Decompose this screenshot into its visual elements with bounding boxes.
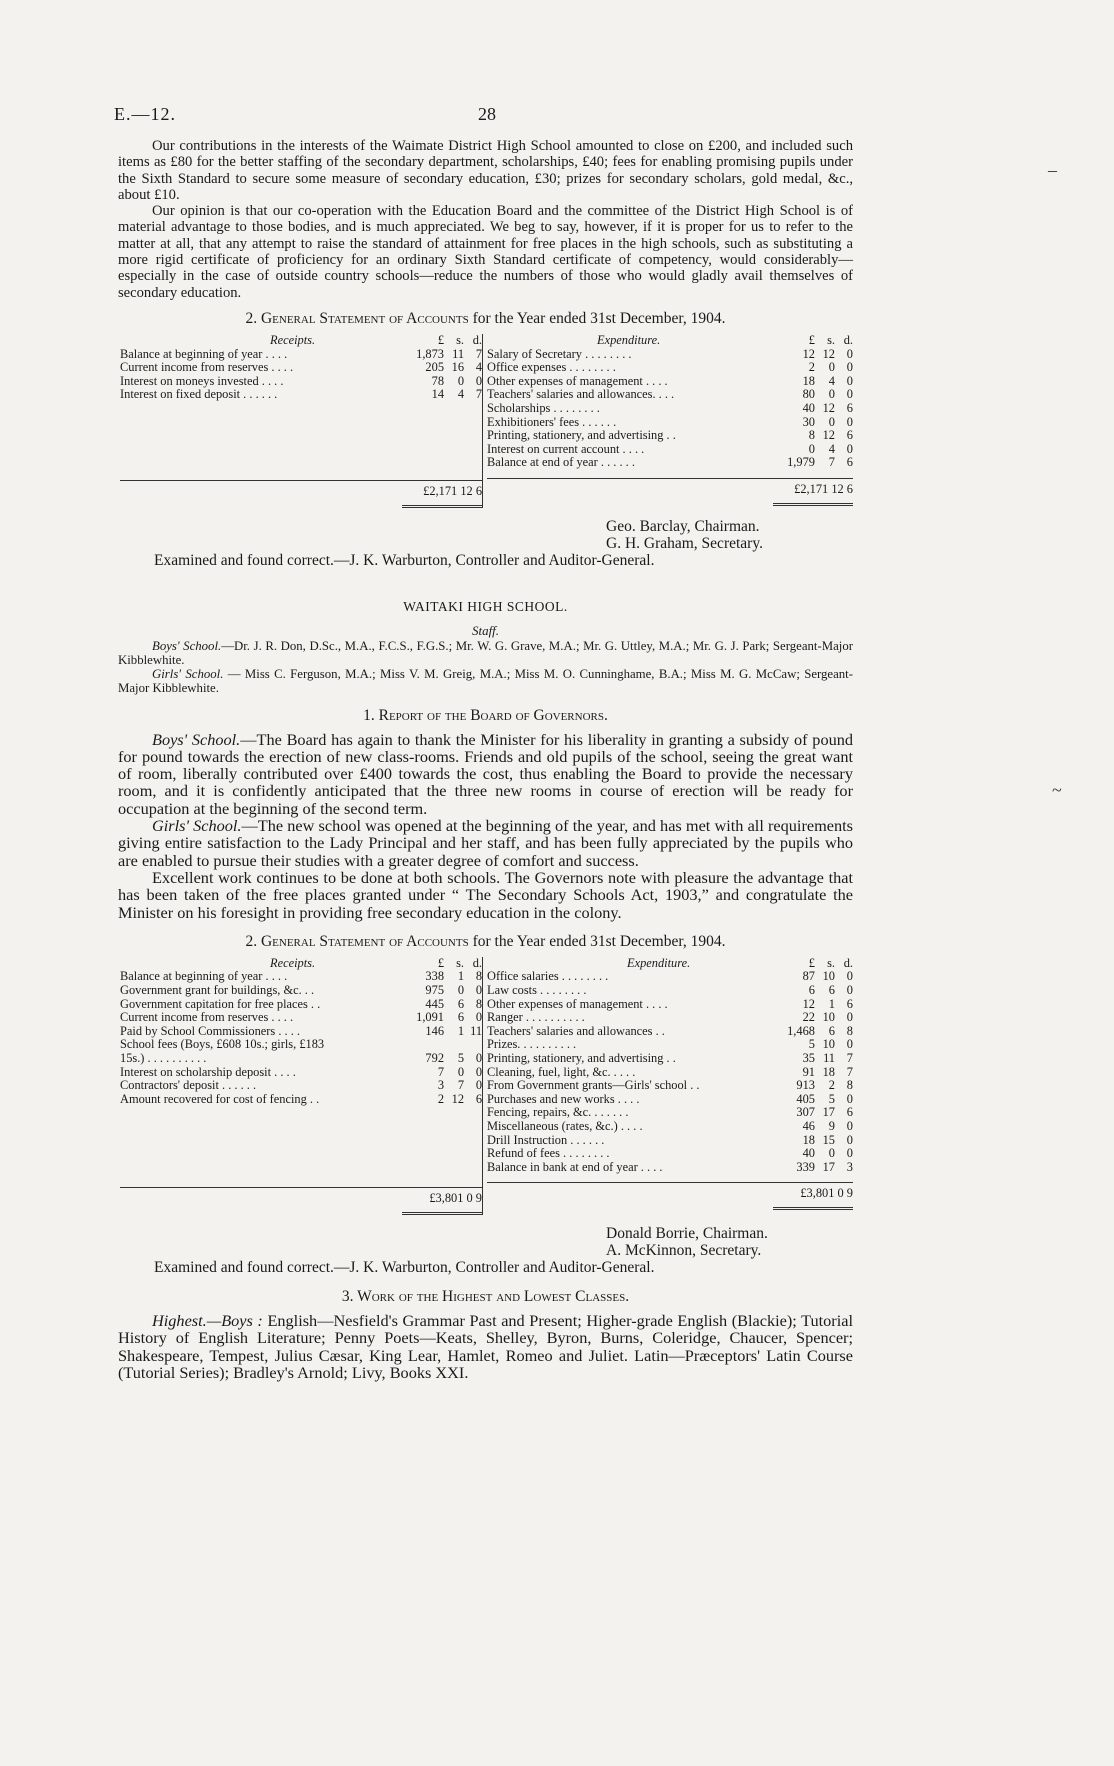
receipt-row: Current income from reserves . . . . 205 16 4 bbox=[120, 360, 483, 375]
receipt-row: Balance at beginning of year . . . . 338 1 8 bbox=[120, 969, 483, 984]
expenditure-row: Fencing, repairs, &c. . . . . . . 307 17 6 bbox=[487, 1105, 853, 1120]
margin-mark: – bbox=[1048, 160, 1057, 180]
intro-paragraph-2: Our opinion is that our co-operation with the Education Board and the committee of the District High School is of material advantage to those bodies, and is much appreciated. We beg to say, however, if it is proper for us to refer to the matter at all, that any attempt to raise the standard of attainment for free places in the high schools, such as substituting a more rigid certificate of proficiency for an ordinary Sixth Standard certificate of competency, would considerably—especially in the case of outside country schools—reduce the numbers of those who would gladly avail themselves of secondary education. bbox=[118, 203, 853, 301]
accounts2-heading: 2. General Statement of Accounts for the Year ended 31st December, 1904. bbox=[245, 932, 726, 950]
expenditure-total-2: £3,801 0 9 bbox=[487, 1182, 853, 1201]
receipts-total: £2,171 12 6 bbox=[120, 480, 482, 499]
receipt-row: Interest on scholarship deposit . . . . 7 0 0 bbox=[120, 1064, 483, 1079]
expenditure-row: Prizes. . . . . . . . . . 5 10 0 bbox=[487, 1037, 853, 1052]
expenditure-row: Law costs . . . . . . . . 6 6 0 bbox=[487, 982, 853, 997]
expenditure-row: Printing, stationery, and advertising . . 8 12 6 bbox=[487, 428, 853, 443]
expenditure-row: Refund of fees . . . . . . . . 40 0 0 bbox=[487, 1146, 853, 1161]
expenditure-row: Purchases and new works . . . . 405 5 0 bbox=[487, 1091, 853, 1106]
receipt-row: Interest on moneys invested . . . . 78 0 0 bbox=[120, 373, 483, 388]
receipt-row: 15s.) . . . . . . . . . . 792 5 0 bbox=[120, 1050, 483, 1065]
receipts-header-2: Receipts. £ s. d. bbox=[270, 955, 483, 970]
expenditure-row: Balance in bank at end of year . . . . 339 17 3 bbox=[487, 1159, 853, 1174]
expenditure-row: Salary of Secretary . . . . . . . . 12 12 0 bbox=[487, 346, 853, 361]
signature-secretary-2: A. McKinnon, Secretary. bbox=[606, 1241, 762, 1259]
report-heading: 1. Report of the Board of Governors. bbox=[363, 706, 608, 724]
expenditure-row: Other expenses of management . . . . 12 1 6 bbox=[487, 996, 853, 1011]
examined-note-1: Examined and found correct.—J. K. Warburton, Controller and Auditor-General. bbox=[154, 551, 655, 569]
margin-mark: ~ bbox=[1052, 780, 1062, 800]
expenditure-row: Teachers' salaries and allowances. . . . 80 0 0 bbox=[487, 387, 853, 402]
expenditure-row: Office salaries . . . . . . . . 87 10 0 bbox=[487, 969, 853, 984]
accounts2-table bbox=[120, 957, 853, 1215]
expenditure-row: Balance at end of year . . . . . . 1,979 7 6 bbox=[487, 455, 853, 470]
receipts-header: Receipts. £ s. d. bbox=[270, 332, 483, 347]
report-paragraph-general: Excellent work continues to be done at both schools. The Governors note with pleasure the advantage that has been taken of the free places granted under “ The Secondary Schools Act, 1903,” and congratulate the Minister on his foresight in providing free secondary education in the colony. bbox=[118, 867, 853, 922]
page-number: 28 bbox=[478, 104, 496, 124]
receipt-row: Current income from reserves . . . . 1,091 6 0 bbox=[120, 1010, 483, 1025]
accounts1-heading: 2. General Statement of Accounts for the Year ended 31st December, 1904. bbox=[245, 309, 726, 327]
expenditure-row: Cleaning, fuel, light, &c. . . . . 91 18 7 bbox=[487, 1064, 853, 1079]
expenditure-column-2 bbox=[483, 957, 853, 1215]
accounts1-table bbox=[120, 334, 853, 508]
receipt-row: Government grant for buildings, &c. . . 975 0 0 bbox=[120, 982, 483, 997]
report-paragraph-boys: Boys' School.—The Board has again to thank the Minister for his liberality in granting a subsidy of pound for pound towards the erection of new class-rooms. Friends and old pupils of the school, seeing the great want of room, liberally contributed over £400 towards the cost, thus enabling the Board to provide the necessary room, and it is confidently anticipated that the three new rooms in course of erection will be ready for occupation at the beginning of the second term. bbox=[118, 729, 854, 818]
girls-staff: Girls' School. — Miss C. Ferguson, M.A.; Miss V. M. Greig, M.A.; Miss M. O. Cunninghame, B.A.; Miss M. G. McCaw; Sergeant-Major Kibblewhite. bbox=[118, 666, 854, 695]
receipt-row: Government capitation for free places . . 445 6 8 bbox=[120, 996, 483, 1011]
work-heading: 3. Work of the Highest and Lowest Classes. bbox=[341, 1287, 630, 1305]
receipt-row: Amount recovered for cost of fencing . . 2 12 6 bbox=[120, 1091, 483, 1106]
examined-note-2: Examined and found correct.—J. K. Warburton, Controller and Auditor-General. bbox=[154, 1258, 655, 1276]
expenditure-row: From Government grants—Girls' school . . 913 2 8 bbox=[487, 1078, 853, 1093]
expenditure-row: Ranger . . . . . . . . . . 22 10 0 bbox=[487, 1010, 853, 1025]
receipts-total-2: £3,801 0 9 bbox=[120, 1187, 482, 1206]
boys-staff: Boys' School.—Dr. J. R. Don, D.Sc., M.A., F.C.S., F.G.S.; Mr. W. G. Grave, M.A.; Mr. G. Uttley, M.A.; Mr. G. J. Park; Sergeant-Major Kibblewhite. bbox=[118, 638, 853, 667]
expenditure-row: Exhibitioners' fees . . . . . . 30 0 0 bbox=[487, 414, 853, 429]
staff-caption: Staff. bbox=[471, 622, 500, 638]
expenditure-column bbox=[483, 334, 853, 508]
receipt-row: Paid by School Commissioners . . . . 146 1 11 bbox=[120, 1023, 483, 1038]
expenditure-row: Printing, stationery, and advertising . . 35 11 7 bbox=[487, 1050, 853, 1065]
receipt-row: Interest on fixed deposit . . . . . . 14 4 7 bbox=[120, 387, 483, 402]
receipts-column bbox=[120, 334, 483, 508]
receipt-row: Balance at beginning of year . . . . 1,873 11 7 bbox=[120, 346, 483, 361]
expenditure-row: Interest on current account . . . . 0 4 0 bbox=[487, 441, 853, 456]
expenditure-row: Scholarships . . . . . . . . 40 12 6 bbox=[487, 400, 853, 415]
document-page bbox=[114, 104, 854, 1382]
expenditure-header-2: Expenditure. £ s. d. bbox=[627, 955, 853, 970]
expenditure-total: £2,171 12 6 bbox=[487, 478, 853, 497]
school-title: WAITAKI HIGH SCHOOL. bbox=[403, 598, 568, 614]
expenditure-header: Expenditure. £ s. d. bbox=[597, 332, 853, 347]
signature-chairman-2: Donald Borrie, Chairman. bbox=[606, 1224, 768, 1242]
page-header bbox=[114, 104, 853, 138]
staff-list bbox=[118, 639, 853, 695]
signature-secretary-1: G. H. Graham, Secretary. bbox=[606, 534, 763, 552]
signature-chairman-1: Geo. Barclay, Chairman. bbox=[606, 517, 760, 535]
expenditure-row: Office expenses . . . . . . . . 2 0 0 bbox=[487, 360, 853, 375]
work-paragraph: Highest.—Boys : English—Nesfield's Grammar Past and Present; Higher-grade English (Blackie); Tutorial History of English Literature; Penny Poets—Keats, Shelley, Byron, Burns, Coleridge, Chaucer, Spencer; Shakespeare, Tempest, Julius Cæsar, King Lear, Hamlet, Romeo and Juliet. Latin—Præceptors' Latin Course (Tutorial Series); Bradley's Arnold; Livy, Books XXI. bbox=[118, 1310, 853, 1382]
expenditure-row: Miscellaneous (rates, &c.) . . . . 46 9 0 bbox=[487, 1118, 853, 1133]
expenditure-row: Teachers' salaries and allowances . . 1,468 6 8 bbox=[487, 1023, 853, 1038]
expenditure-row: Drill Instruction . . . . . . 18 15 0 bbox=[487, 1132, 853, 1147]
expenditure-row: Other expenses of management . . . . 18 4 0 bbox=[487, 373, 853, 388]
parliamentary-code: E.—12. bbox=[114, 104, 176, 124]
report-paragraph-girls: Girls' School.—The new school was opened at the beginning of the year, and has met with all requirements giving entire satisfaction to the Lady Principal and her staff, and has been fully appreciated by the pupils who are enabled to pursue their studies with a greater degree of comfort and success. bbox=[118, 816, 853, 870]
receipts-column-2 bbox=[120, 957, 483, 1215]
intro-paragraph-1: Our contributions in the interests of the Waimate District High School amounted to close on £200, and included such items as £80 for the better staffing of the secondary department, scholarships, £40; fees for enabling promising pupils under the Sixth Standard to secure some measure of secondary education, £30; prizes for secondary scholars, gold medal, &c., about £10. bbox=[118, 138, 853, 203]
receipt-row: School fees (Boys, £608 10s.; girls, £183 bbox=[120, 1038, 325, 1052]
receipt-row: Contractors' deposit . . . . . . 3 7 0 bbox=[120, 1078, 483, 1093]
